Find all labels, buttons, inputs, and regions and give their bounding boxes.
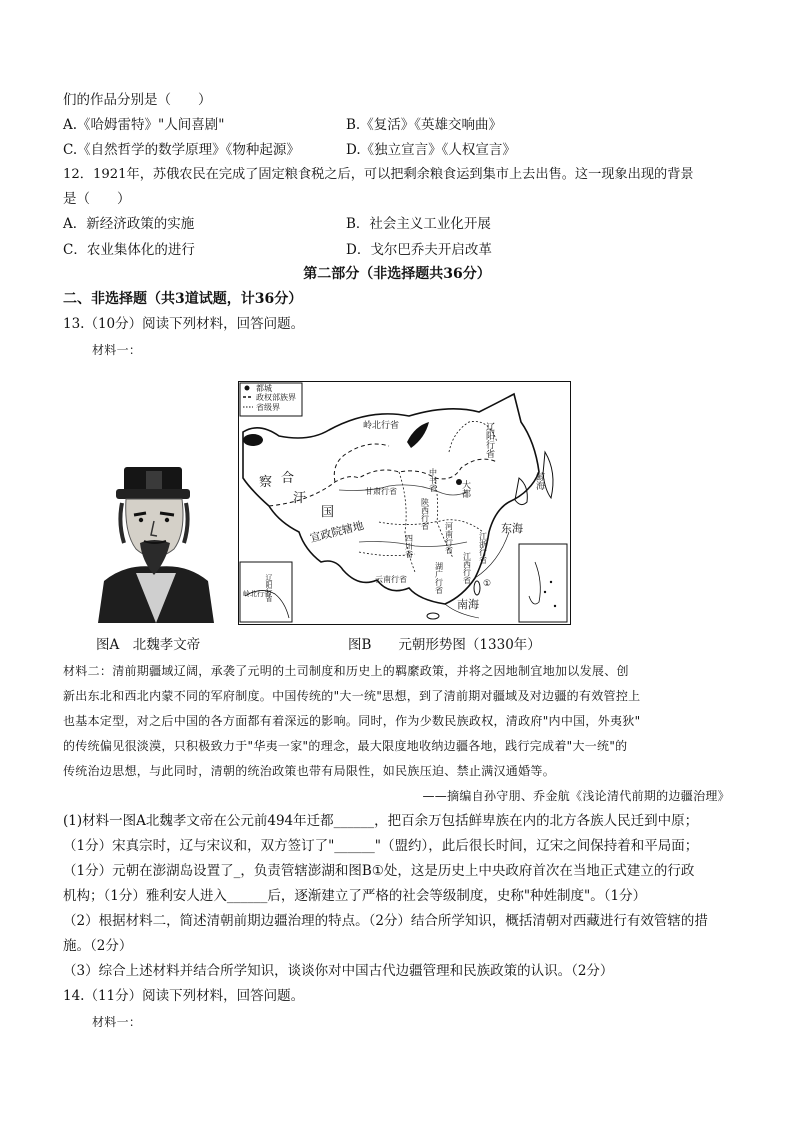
part2-title: 第二部分（非选择题共36分）: [303, 266, 491, 282]
q13-sub-line-5: （2）根据材料二，简述清朝前期边疆治理的特点。（2分）结合所学知识，概括清朝对西藏进行有效管辖的措: [63, 913, 708, 929]
q12-stem-line1: 12．1921年，苏俄农民在完成了固定粮食税之后，可以把剩余粮食运到集市上去出售。这一现象出现的背景: [63, 167, 694, 182]
map-label-henan: 河南行省: [444, 522, 454, 554]
q13-sub-line-2: （1分）宋真宗时，辽与宋议和，双方签订了"______"（盟约），此后很长时间，辽宋之间保持着和平局面；: [63, 838, 699, 854]
legend-capital: 都城: [256, 384, 272, 393]
map-label-huguang: 湖广行省: [434, 562, 444, 594]
q11-option-a: A.《哈姆雷特》"人间喜剧": [63, 117, 225, 133]
material2-line-2: 新出东北和西北内蒙不同的军府制度。中国传统的"大一统"思想，到了清前期对疆域及对边疆的有效管控上: [63, 689, 641, 703]
q13-material1-label: 材料一：: [92, 343, 142, 357]
map-label-jiangzhe: 江浙行省: [478, 532, 488, 564]
material2-line-5: 传统治边思想，与此同时，清朝的统治政策也带有局限性，如民族压迫、禁止满汉通婚等。: [63, 764, 556, 778]
q12-stem-line2: 是（ ）: [63, 191, 131, 207]
figure-b-caption: 图B 元朝形势图（1330年）: [348, 637, 541, 653]
inset-label-liaoyang: 辽阳行省: [265, 574, 273, 602]
map-label-guo: 国: [321, 505, 335, 520]
q13-sub-line-7: （3）综合上述材料并结合所学知识，谈谈你对中国古代边疆管理和民族政策的认识。（2分）: [63, 963, 614, 979]
q13-sub-line-4: 机构；（1分）雅利安人进入______后，逐渐建立了严格的社会等级制度，史称"种姓制度"。（1分）: [63, 888, 647, 904]
map-label-donghai: 东海: [501, 522, 523, 535]
map-label-yunnan: 云南行省: [375, 575, 407, 584]
q11-option-d: D.《独立宣言》《人权宣言》: [346, 142, 516, 158]
q11-option-b: B.《复活》《英雄交响曲》: [346, 117, 502, 133]
emperor-portrait-image: [96, 463, 216, 623]
q12-option-d: D．戈尔巴乔夫开启改革: [346, 242, 492, 258]
map-label-shaanxi: 陕西行省: [420, 498, 430, 530]
yuan-map-svg: [239, 382, 569, 623]
material2-line-3: 也基本定型，对之后中国的各方面都有着深远的影响。同时，作为少数民族政权，清政府"内中国，外夷狄": [63, 714, 641, 728]
q12-option-a: A．新经济政策的实施: [63, 216, 195, 232]
figure-a-caption: 图A 北魏孝文帝: [96, 637, 201, 653]
map-label-cha: 察: [259, 475, 273, 490]
material2-source: ——摘编自孙守朋、乔金航《浅论清代前期的边疆治理》: [422, 789, 730, 803]
map-label-zhongshu: 中书省: [428, 468, 438, 492]
map-label-jinghai: 鲸海: [534, 472, 544, 490]
q13-intro: 13.（10分）阅读下列材料，回答问题。: [63, 316, 305, 332]
q14-intro: 14.（11分）阅读下列材料，回答问题。: [63, 988, 305, 1004]
map-label-xuanzhengyuan: 宣政院辖地: [308, 518, 366, 545]
map-label-han: 汗: [293, 491, 307, 506]
legend-province-border: 省级界: [256, 403, 280, 412]
material2-line-4: 的传统偏见很淡漠，只积极致力于"华夷一家"的理念，最大限度地收纳边疆各地，践行完成着"大一统"的: [63, 739, 628, 753]
q13-sub-line-3: （1分）元朝在澎湖岛设置了_，负责管辖澎湖和图B①处，这是历史上中央政府首次在当地正式建立的行政: [63, 863, 695, 879]
map-label-marker-1: ①: [483, 579, 492, 589]
figure-b-yuan-map: [238, 381, 571, 625]
q13-sub-line-6: 施。（2分）: [63, 938, 133, 954]
q14-material1-label: 材料一：: [92, 1015, 142, 1029]
legend-regime-border: 政权部族界: [256, 393, 296, 402]
map-label-he: 合: [281, 471, 295, 486]
q12-option-b: B．社会主义工业化开展: [346, 216, 491, 232]
q12-option-c: C．农业集体化的进行: [63, 242, 195, 258]
map-label-sichuan: 四川省: [404, 534, 414, 558]
q11-option-c: C.《自然哲学的数学原理》《物种起源》: [63, 142, 300, 158]
map-label-gansu: 甘肃行省: [365, 487, 397, 496]
q13-sub-line-1: (1)材料一图A北魏孝文帝在公元前494年迁都______，把百余万包括鲜卑族在内的北方各族人民迁到中原；: [63, 813, 699, 829]
map-label-jiangxi: 江西行省: [462, 552, 472, 584]
map-label-nanhai: 南海: [457, 598, 479, 611]
map-label-liaoyang: 辽阳行省: [484, 422, 494, 458]
map-label-dadu: 大都: [460, 480, 470, 498]
figure-a-portrait: [96, 463, 216, 623]
map-label-lingbei: 岭北行省: [363, 421, 400, 431]
material2-line-1: 材料二：清前期疆域辽阔，承袭了元明的土司制度和历史上的羁縻政策，并将之因地制宜地加以发展、创: [63, 664, 629, 678]
section2-title: 二、非选择题（共3道试题，计36分）: [63, 291, 303, 307]
q11-stem-tail: 们的作品分别是（ ）: [63, 92, 212, 108]
inset-label-lingbei: 岭北行省: [243, 590, 271, 598]
